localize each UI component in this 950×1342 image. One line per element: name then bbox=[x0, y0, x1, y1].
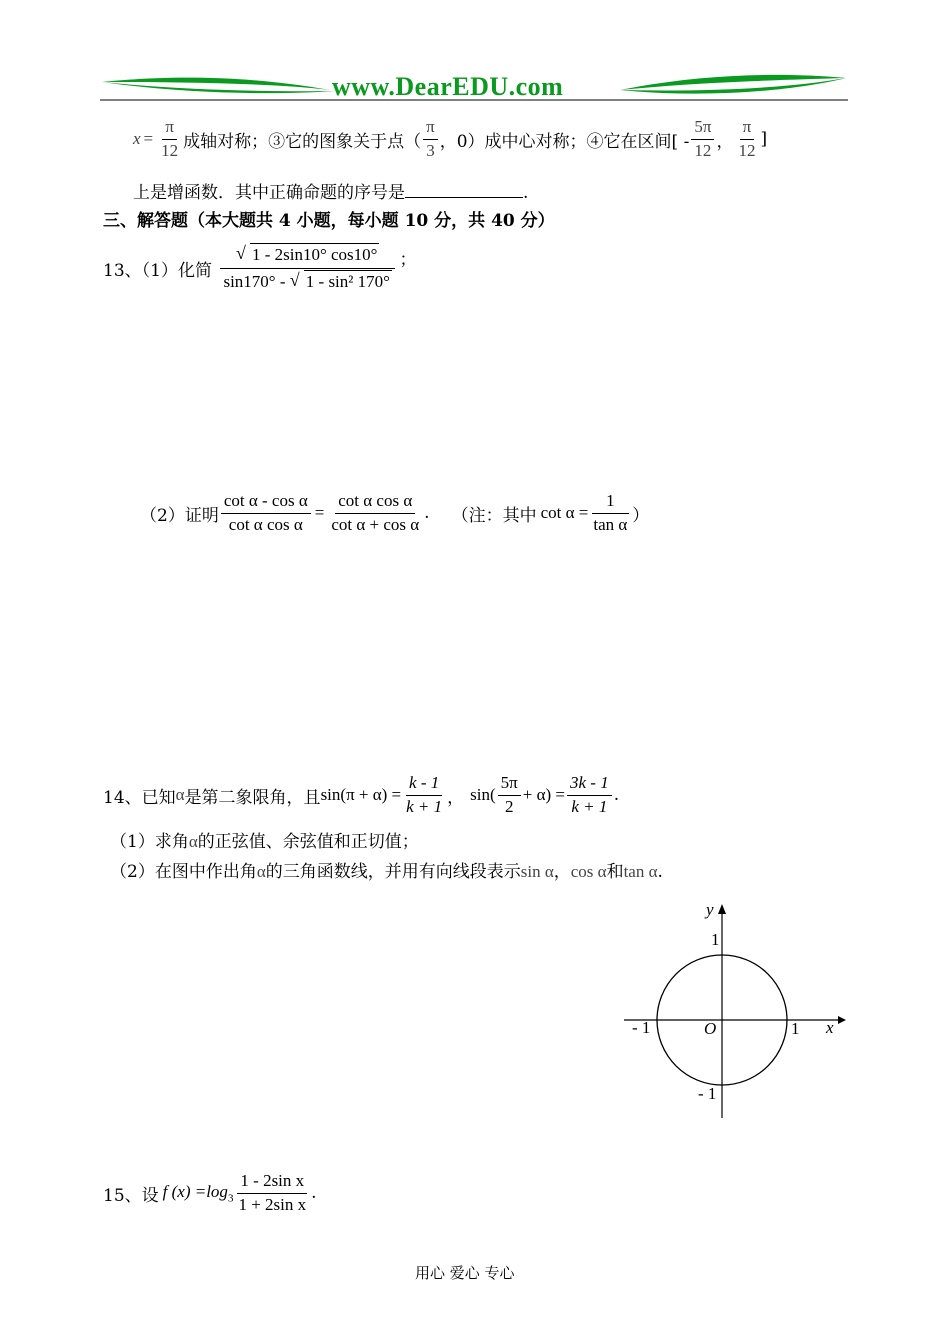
q12-line2-text: 上是增函数．其中正确命题的序号是 bbox=[133, 183, 405, 203]
x-axis-label: x bbox=[826, 1018, 834, 1037]
fraction-pi-12-b bbox=[735, 118, 758, 160]
note-label: （注：其中 bbox=[451, 505, 537, 526]
sin-expr-2-post: + α) = bbox=[522, 785, 566, 805]
radical-sign: √ bbox=[235, 243, 246, 263]
q13-denominator bbox=[220, 269, 394, 292]
frac-num: 1 - 2sin x bbox=[237, 1172, 307, 1194]
equals-sign: = bbox=[143, 129, 154, 149]
fraction-pi-12 bbox=[158, 118, 181, 160]
comma: ， bbox=[447, 787, 465, 808]
footer-text: 用心 爱心 专心 bbox=[415, 1264, 515, 1282]
frac-num: 5π bbox=[498, 774, 521, 796]
fraction-2 bbox=[567, 774, 612, 816]
radical-sign: √ bbox=[289, 269, 300, 290]
sub2-mid: 的三角函数线，并用有向线段表示 bbox=[265, 862, 521, 882]
var-x: x bbox=[133, 129, 141, 149]
cos-alpha: cos α bbox=[570, 862, 607, 881]
q13-part2 bbox=[140, 492, 649, 534]
frac-num: 3k - 1 bbox=[567, 774, 612, 796]
tick-label-top: 1 bbox=[711, 930, 720, 949]
frac-den: 12 bbox=[738, 140, 756, 160]
fraction-pi-3 bbox=[423, 118, 438, 160]
y-axis-arrow bbox=[718, 904, 726, 914]
radicand: 1 - sin² 170° bbox=[305, 271, 390, 291]
sub1-post: 的正弦值、余弦值和正切值； bbox=[197, 832, 419, 852]
fraction-5pi-2 bbox=[498, 774, 521, 816]
log-base: 3 bbox=[227, 1192, 234, 1205]
close-bracket: ] bbox=[760, 129, 768, 150]
sin-alpha: sin α bbox=[520, 862, 554, 881]
q14-label: 14、已知 bbox=[103, 787, 176, 808]
q12-line2 bbox=[133, 178, 528, 203]
section-heading: 三、解答题（本大题共 4 小题，每小题 10 分，共 40 分） bbox=[103, 211, 555, 231]
frac-den: k + 1 bbox=[571, 796, 608, 816]
frac-den: 12 bbox=[161, 140, 179, 160]
q14-sub2 bbox=[110, 857, 663, 882]
q14-sub1 bbox=[110, 827, 419, 852]
tick-label-left: - 1 bbox=[632, 1018, 651, 1037]
alpha-symbol: α bbox=[175, 785, 185, 805]
q15-label: 15、设 bbox=[103, 1185, 159, 1206]
answer-blank[interactable] bbox=[405, 181, 523, 198]
and-word: 和 bbox=[606, 862, 624, 882]
frac-den: 2 bbox=[504, 796, 514, 816]
header-banner bbox=[100, 70, 848, 104]
q15-statement bbox=[103, 1172, 317, 1214]
note-den: tan α bbox=[593, 514, 628, 534]
q15-fraction bbox=[235, 1172, 309, 1214]
note-num: 1 bbox=[592, 492, 629, 514]
sin-expr-1: sin(π + α) = bbox=[320, 785, 402, 805]
sqrt-expr bbox=[289, 269, 392, 292]
sub2-pre: （2）在图中作出角 bbox=[110, 862, 257, 882]
frac-den: 3 bbox=[426, 140, 435, 160]
tick-label-right: 1 bbox=[791, 1019, 800, 1038]
alpha-symbol: α bbox=[188, 832, 198, 851]
fraction-1 bbox=[403, 774, 445, 816]
x-axis-arrow bbox=[838, 1016, 846, 1024]
period: . bbox=[424, 503, 430, 524]
frac-num: π bbox=[423, 118, 438, 140]
frac-num: 5π bbox=[691, 118, 714, 140]
comma: ， bbox=[553, 862, 571, 882]
fraction-5pi-12 bbox=[691, 118, 714, 160]
sqrt-expr bbox=[235, 243, 380, 265]
part2-label: （2）证明 bbox=[140, 505, 219, 526]
q13-part1 bbox=[103, 243, 417, 291]
alpha-symbol: α bbox=[256, 862, 266, 881]
sub1-pre: （1）求角 bbox=[110, 832, 189, 852]
frac-num: π bbox=[740, 118, 755, 140]
frac-den: 12 bbox=[694, 140, 712, 160]
note-lhs: cot α = bbox=[540, 503, 589, 523]
period: . bbox=[613, 785, 620, 806]
f-def bbox=[163, 1182, 234, 1204]
q12-line1 bbox=[133, 118, 767, 160]
tan-alpha: tan α bbox=[623, 862, 658, 881]
period: . bbox=[311, 1183, 317, 1204]
sin-expr-2-pre: sin( bbox=[470, 785, 496, 805]
q13-fraction bbox=[220, 243, 396, 291]
frac-num: k - 1 bbox=[406, 774, 442, 796]
q12-text1: 成轴对称；③它的图象关于点（ bbox=[183, 131, 422, 152]
rhs-den: cot α + cos α bbox=[331, 514, 420, 534]
origin-label: O bbox=[704, 1019, 717, 1038]
frac-den: 1 + 2sin x bbox=[238, 1194, 307, 1214]
lhs-den: cot α cos α bbox=[228, 514, 303, 534]
lhs-fraction bbox=[221, 492, 311, 534]
f-expr: f (x) =log bbox=[162, 1181, 228, 1201]
lhs-num: cot α - cos α bbox=[221, 492, 311, 514]
unit-circle-svg bbox=[620, 898, 850, 1126]
period: . bbox=[657, 862, 663, 882]
rhs-num: cot α cos α bbox=[335, 492, 415, 514]
q13-label: 13、（1）化简 bbox=[103, 261, 212, 282]
den-part1: sin170° - bbox=[223, 271, 286, 291]
frac-num: π bbox=[162, 118, 177, 140]
equals-sign: = bbox=[314, 503, 325, 523]
comma: ， bbox=[716, 131, 734, 152]
q14-statement bbox=[103, 774, 619, 816]
note-close: ） bbox=[632, 505, 650, 526]
q14-text1: 是第二象限角，且 bbox=[184, 787, 321, 808]
unit-circle-figure bbox=[620, 898, 850, 1126]
y-axis-label: y bbox=[706, 900, 714, 919]
q12-text2: ，0）成中心对称；④它在区间[ - bbox=[439, 131, 690, 152]
rhs-fraction bbox=[328, 492, 422, 534]
radicand: 1 - 2sin10° cos10° bbox=[251, 245, 378, 264]
tick-label-bottom: - 1 bbox=[698, 1084, 717, 1103]
semicolon: ； bbox=[399, 250, 417, 271]
q13-numerator bbox=[220, 243, 396, 269]
site-logo: www.DearEDU.com bbox=[332, 72, 564, 101]
frac-den: k + 1 bbox=[406, 796, 443, 816]
period: . bbox=[523, 183, 529, 203]
note-fraction bbox=[590, 492, 630, 534]
